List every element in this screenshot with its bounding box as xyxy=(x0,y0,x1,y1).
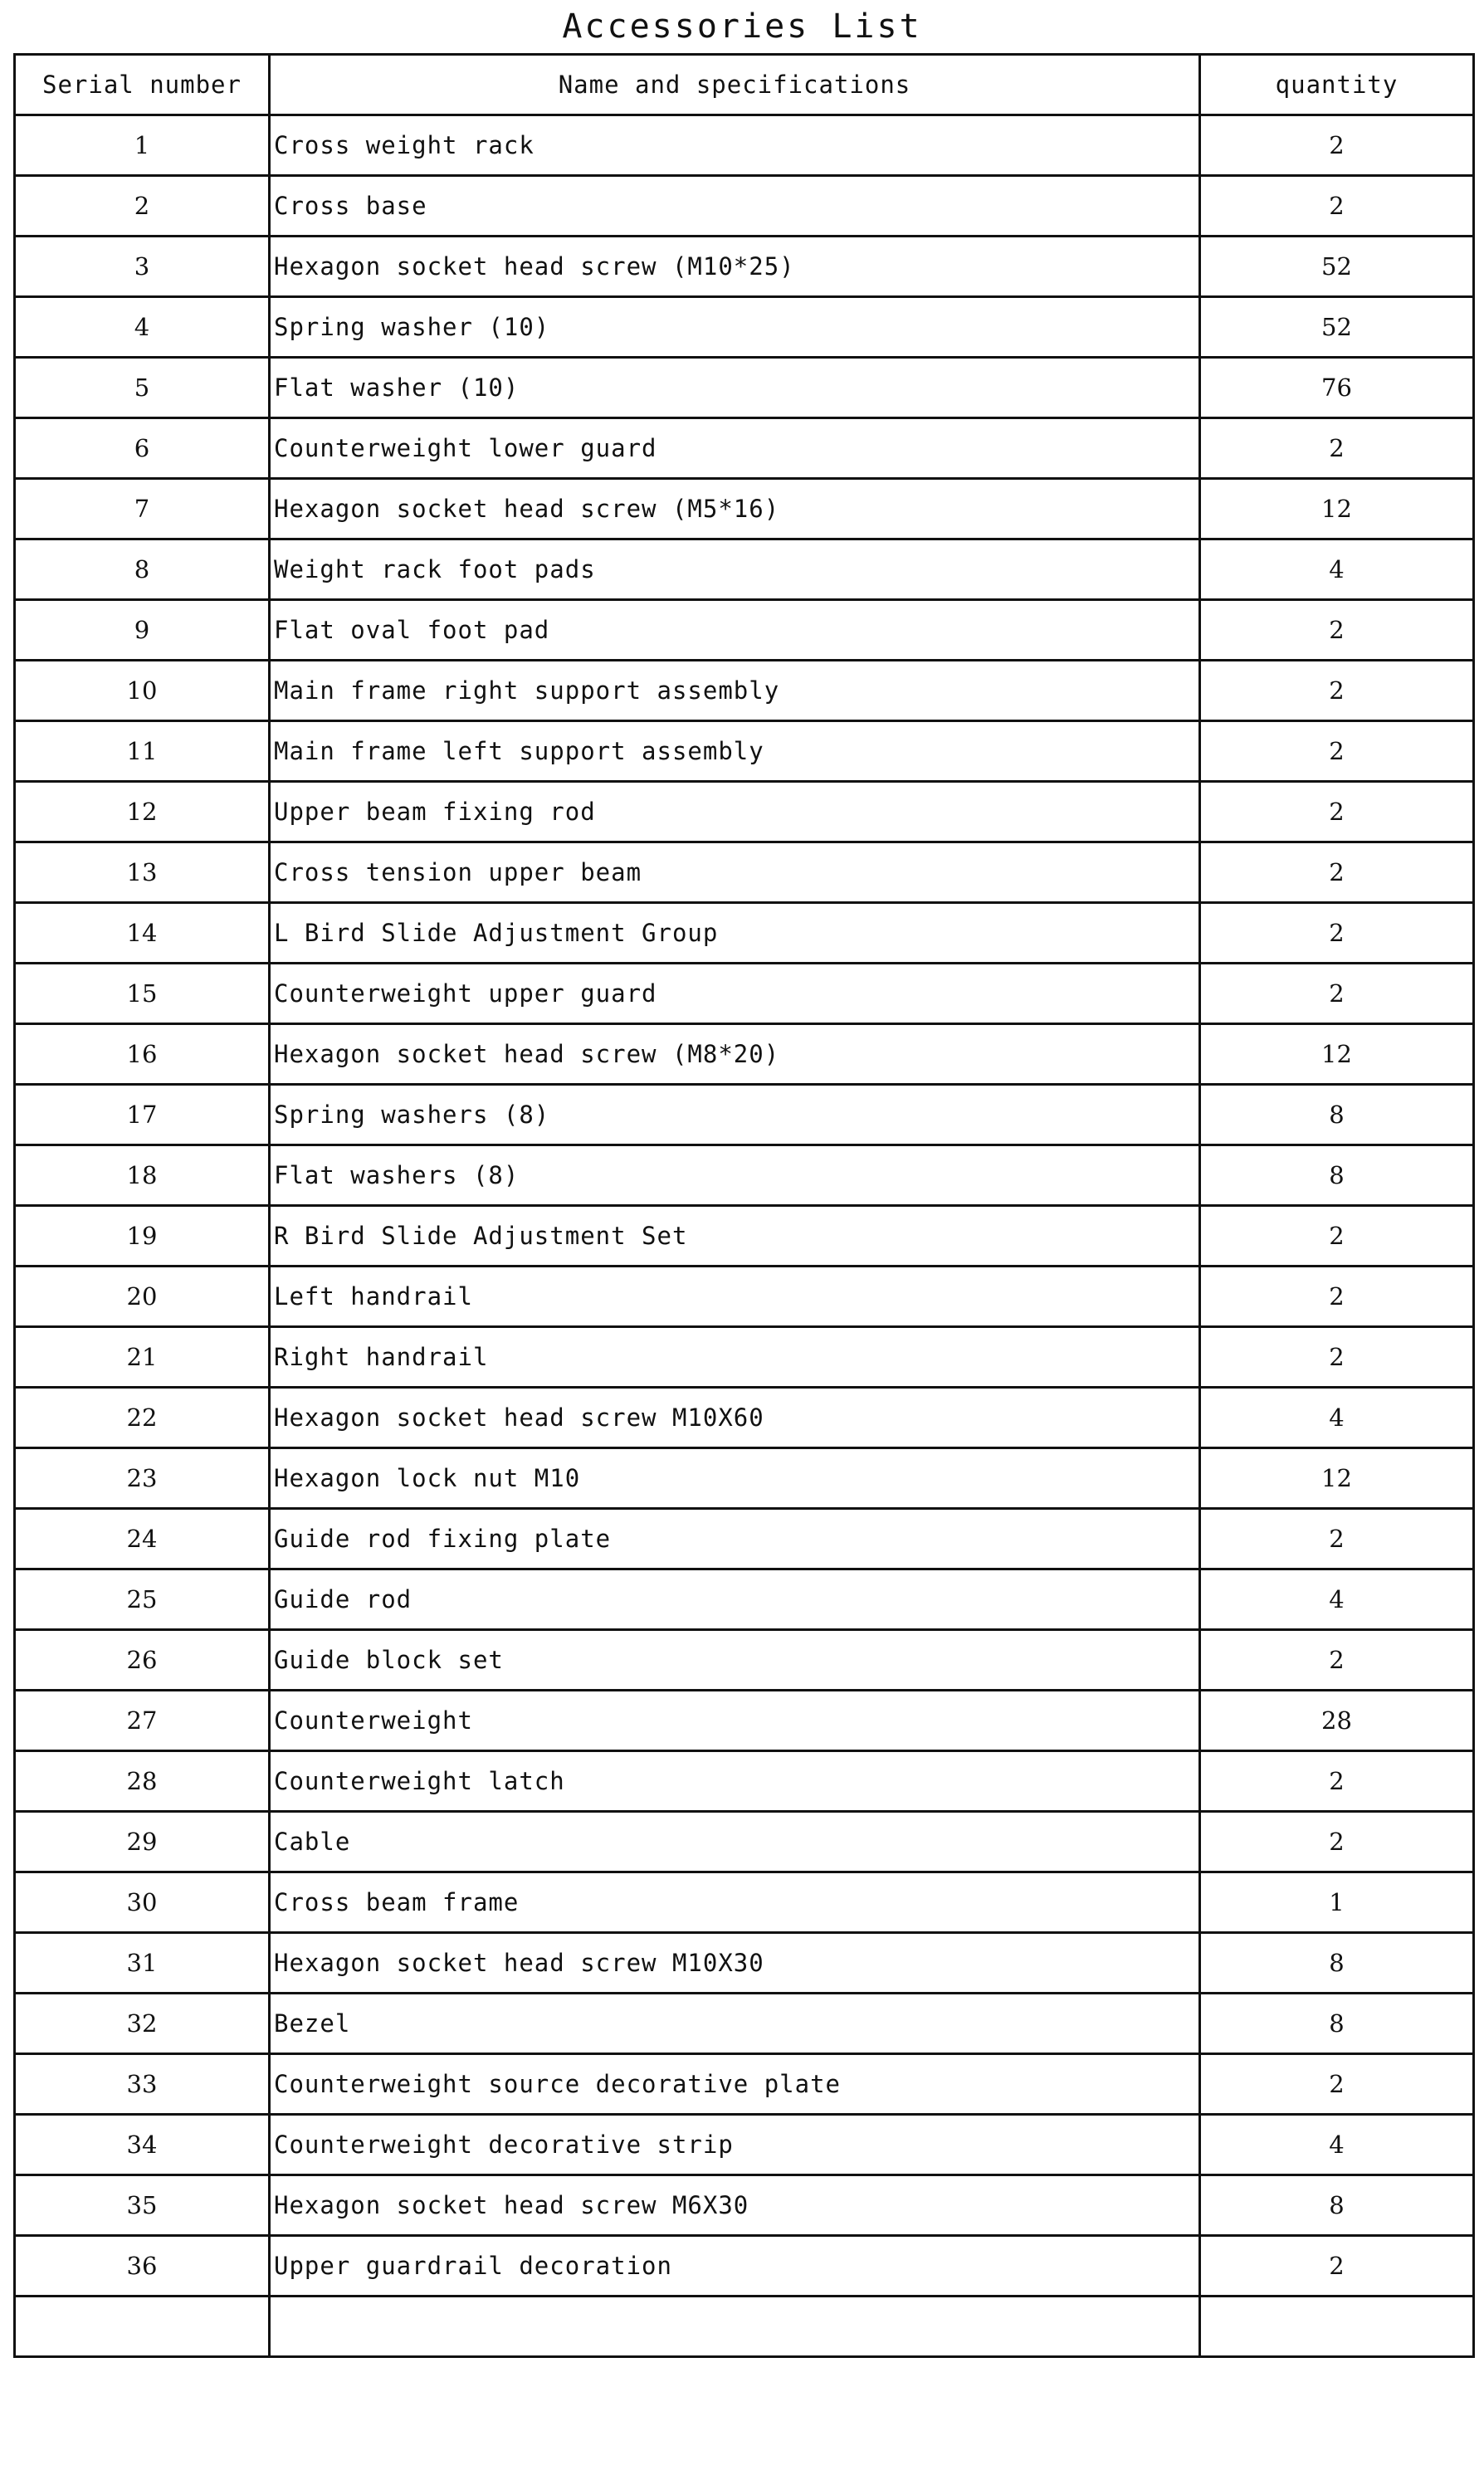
table-row xyxy=(15,1206,1474,1267)
name-specification-cell: Counterweight decorative strip xyxy=(270,2115,1200,2175)
serial-number-cell: 18 xyxy=(15,1145,270,1206)
quantity-cell: 2 xyxy=(1200,782,1474,842)
serial-number-cell: 17 xyxy=(15,1085,270,1145)
table-row xyxy=(15,297,1474,358)
name-specification-cell: Counterweight source decorative plate xyxy=(270,2054,1200,2115)
table-row xyxy=(15,964,1474,1024)
serial-number-cell: 8 xyxy=(15,539,270,600)
table-row xyxy=(15,782,1474,842)
table-row xyxy=(15,1630,1474,1691)
quantity-cell: 2 xyxy=(1200,176,1474,237)
name-specification-cell: Hexagon socket head screw (M10*25) xyxy=(270,237,1200,297)
quantity-cell: 2 xyxy=(1200,1267,1474,1327)
serial-number-cell: 31 xyxy=(15,1933,270,1994)
table-row xyxy=(15,842,1474,903)
table-row xyxy=(15,2297,1474,2357)
document-title: Accessories List xyxy=(562,7,922,46)
quantity-cell: 8 xyxy=(1200,1933,1474,1994)
serial-number-cell: 34 xyxy=(15,2115,270,2175)
serial-number-cell: 5 xyxy=(15,358,270,418)
quantity-cell: 12 xyxy=(1200,1024,1474,1085)
name-specification-cell: Cross beam frame xyxy=(270,1872,1200,1933)
quantity-cell: 52 xyxy=(1200,297,1474,358)
quantity-cell: 52 xyxy=(1200,237,1474,297)
quantity-cell: 2 xyxy=(1200,903,1474,964)
quantity-cell: 2 xyxy=(1200,964,1474,1024)
serial-number-cell: 20 xyxy=(15,1267,270,1327)
quantity-cell: 2 xyxy=(1200,2054,1474,2115)
table-row xyxy=(15,1448,1474,1509)
table-row xyxy=(15,1085,1474,1145)
table-row xyxy=(15,1872,1474,1933)
table-row xyxy=(15,661,1474,721)
serial-number-cell: 29 xyxy=(15,1812,270,1872)
table-row xyxy=(15,1145,1474,1206)
table-row xyxy=(15,721,1474,782)
name-specification-cell: Counterweight lower guard xyxy=(270,418,1200,479)
table-row xyxy=(15,358,1474,418)
table-row xyxy=(15,1691,1474,1751)
serial-number-cell: 7 xyxy=(15,479,270,539)
name-specification-cell: Flat washers (8) xyxy=(270,1145,1200,1206)
table-row xyxy=(15,1812,1474,1872)
name-specification-cell: Guide rod fixing plate xyxy=(270,1509,1200,1569)
serial-number-cell: 23 xyxy=(15,1448,270,1509)
name-specification-cell: Counterweight xyxy=(270,1691,1200,1751)
quantity-cell: 2 xyxy=(1200,842,1474,903)
table-row xyxy=(15,418,1474,479)
name-specification-cell: Guide block set xyxy=(270,1630,1200,1691)
quantity-cell: 2 xyxy=(1200,2236,1474,2297)
quantity-cell: 2 xyxy=(1200,115,1474,176)
name-specification-cell: Upper beam fixing rod xyxy=(270,782,1200,842)
name-specification-cell: Cross weight rack xyxy=(270,115,1200,176)
serial-number-cell: 24 xyxy=(15,1509,270,1569)
table-row xyxy=(15,539,1474,600)
serial-number-cell: 14 xyxy=(15,903,270,964)
name-specification-cell: Counterweight latch xyxy=(270,1751,1200,1812)
table-row xyxy=(15,1569,1474,1630)
serial-number-cell: 1 xyxy=(15,115,270,176)
name-specification-cell: Right handrail xyxy=(270,1327,1200,1388)
name-specification-cell: Counterweight upper guard xyxy=(270,964,1200,1024)
quantity-cell: 76 xyxy=(1200,358,1474,418)
name-specification-cell: Hexagon socket head screw M10X60 xyxy=(270,1388,1200,1448)
table-row xyxy=(15,2115,1474,2175)
header-row xyxy=(15,55,1474,115)
header-name-and-specifications: Name and specifications xyxy=(270,55,1200,115)
quantity-cell: 4 xyxy=(1200,539,1474,600)
serial-number-cell: 3 xyxy=(15,237,270,297)
quantity-cell: 8 xyxy=(1200,1994,1474,2054)
quantity-cell: 2 xyxy=(1200,1751,1474,1812)
name-specification-cell: Cross base xyxy=(270,176,1200,237)
table-row xyxy=(15,1388,1474,1448)
quantity-cell: 2 xyxy=(1200,1630,1474,1691)
name-specification-cell: L Bird Slide Adjustment Group xyxy=(270,903,1200,964)
header-serial-number: Serial number xyxy=(15,55,270,115)
quantity-cell: 12 xyxy=(1200,1448,1474,1509)
table-row xyxy=(15,176,1474,237)
table-row xyxy=(15,1994,1474,2054)
table-row xyxy=(15,1509,1474,1569)
serial-number-cell: 4 xyxy=(15,297,270,358)
name-specification-cell: Spring washers (8) xyxy=(270,1085,1200,1145)
quantity-cell: 12 xyxy=(1200,479,1474,539)
serial-number-cell: 33 xyxy=(15,2054,270,2115)
name-specification-cell: Hexagon socket head screw (M5*16) xyxy=(270,479,1200,539)
quantity-cell: 2 xyxy=(1200,418,1474,479)
table-body xyxy=(15,115,1474,2357)
quantity-cell: 8 xyxy=(1200,2175,1474,2236)
name-specification-cell xyxy=(270,2297,1200,2357)
serial-number-cell: 21 xyxy=(15,1327,270,1388)
name-specification-cell: Main frame left support assembly xyxy=(270,721,1200,782)
table-row xyxy=(15,1327,1474,1388)
name-specification-cell: Left handrail xyxy=(270,1267,1200,1327)
quantity-cell: 2 xyxy=(1200,1509,1474,1569)
serial-number-cell: 15 xyxy=(15,964,270,1024)
quantity-cell: 8 xyxy=(1200,1085,1474,1145)
name-specification-cell: Hexagon socket head screw M10X30 xyxy=(270,1933,1200,1994)
quantity-cell: 4 xyxy=(1200,2115,1474,2175)
table-row xyxy=(15,2054,1474,2115)
table-row xyxy=(15,2236,1474,2297)
serial-number-cell: 30 xyxy=(15,1872,270,1933)
serial-number-cell: 16 xyxy=(15,1024,270,1085)
table-row xyxy=(15,1933,1474,1994)
serial-number-cell: 27 xyxy=(15,1691,270,1751)
quantity-cell: 2 xyxy=(1200,1206,1474,1267)
serial-number-cell: 13 xyxy=(15,842,270,903)
name-specification-cell: Flat oval foot pad xyxy=(270,600,1200,661)
quantity-cell: 8 xyxy=(1200,1145,1474,1206)
name-specification-cell: Upper guardrail decoration xyxy=(270,2236,1200,2297)
accessories-table xyxy=(13,53,1475,2358)
name-specification-cell: Weight rack foot pads xyxy=(270,539,1200,600)
name-specification-cell: Cross tension upper beam xyxy=(270,842,1200,903)
quantity-cell: 4 xyxy=(1200,1569,1474,1630)
table-row xyxy=(15,115,1474,176)
table-row xyxy=(15,600,1474,661)
name-specification-cell: Hexagon socket head screw M6X30 xyxy=(270,2175,1200,2236)
table-row xyxy=(15,479,1474,539)
quantity-cell: 2 xyxy=(1200,1812,1474,1872)
serial-number-cell: 28 xyxy=(15,1751,270,1812)
serial-number-cell: 12 xyxy=(15,782,270,842)
name-specification-cell: R Bird Slide Adjustment Set xyxy=(270,1206,1200,1267)
table-row xyxy=(15,1751,1474,1812)
serial-number-cell: 25 xyxy=(15,1569,270,1630)
serial-number-cell: 36 xyxy=(15,2236,270,2297)
name-specification-cell: Flat washer (10) xyxy=(270,358,1200,418)
serial-number-cell: 10 xyxy=(15,661,270,721)
table-header xyxy=(15,55,1474,115)
name-specification-cell: Spring washer (10) xyxy=(270,297,1200,358)
name-specification-cell: Hexagon lock nut M10 xyxy=(270,1448,1200,1509)
serial-number-cell xyxy=(15,2297,270,2357)
serial-number-cell: 35 xyxy=(15,2175,270,2236)
name-specification-cell: Main frame right support assembly xyxy=(270,661,1200,721)
serial-number-cell: 19 xyxy=(15,1206,270,1267)
quantity-cell: 2 xyxy=(1200,661,1474,721)
quantity-cell: 2 xyxy=(1200,721,1474,782)
table-row xyxy=(15,237,1474,297)
header-quantity: quantity xyxy=(1200,55,1474,115)
serial-number-cell: 32 xyxy=(15,1994,270,2054)
serial-number-cell: 22 xyxy=(15,1388,270,1448)
serial-number-cell: 6 xyxy=(15,418,270,479)
table-row xyxy=(15,2175,1474,2236)
quantity-cell xyxy=(1200,2297,1474,2357)
table-row xyxy=(15,903,1474,964)
name-specification-cell: Bezel xyxy=(270,1994,1200,2054)
name-specification-cell: Cable xyxy=(270,1812,1200,1872)
serial-number-cell: 2 xyxy=(15,176,270,237)
name-specification-cell: Guide rod xyxy=(270,1569,1200,1630)
quantity-cell: 4 xyxy=(1200,1388,1474,1448)
quantity-cell: 1 xyxy=(1200,1872,1474,1933)
table-row xyxy=(15,1024,1474,1085)
serial-number-cell: 26 xyxy=(15,1630,270,1691)
serial-number-cell: 9 xyxy=(15,600,270,661)
table-row xyxy=(15,1267,1474,1327)
name-specification-cell: Hexagon socket head screw (M8*20) xyxy=(270,1024,1200,1085)
quantity-cell: 2 xyxy=(1200,1327,1474,1388)
serial-number-cell: 11 xyxy=(15,721,270,782)
quantity-cell: 28 xyxy=(1200,1691,1474,1751)
quantity-cell: 2 xyxy=(1200,600,1474,661)
